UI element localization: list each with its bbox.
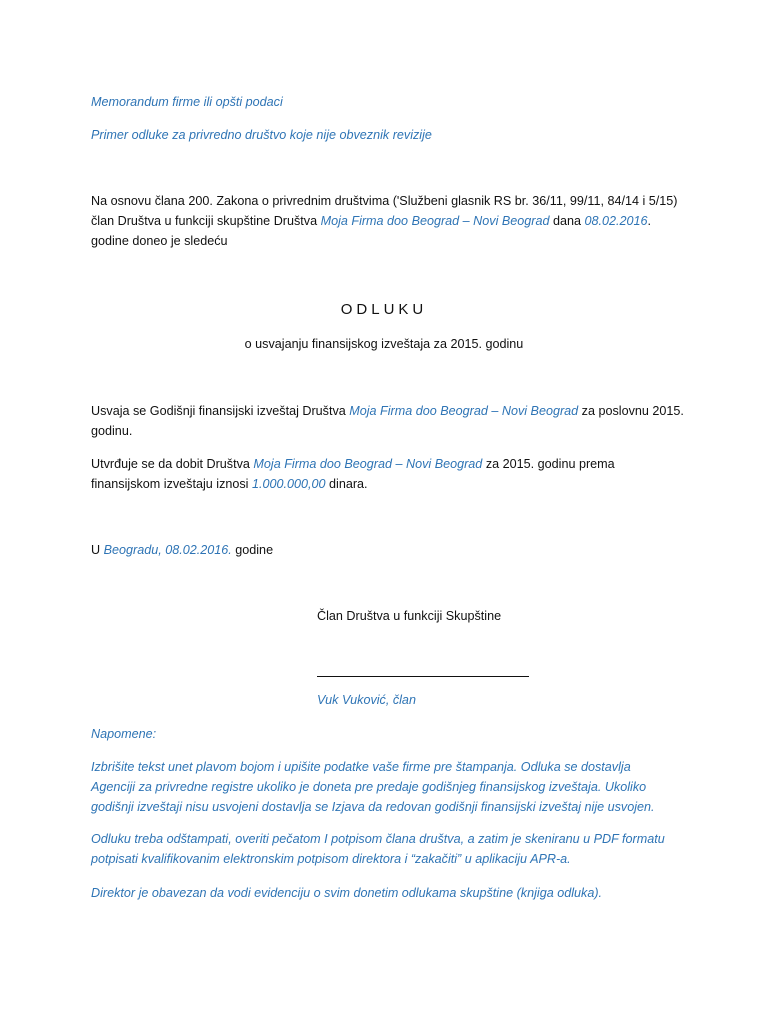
decision-subtitle: o usvajanju finansijskog izveštaja za 2015. godinu	[244, 337, 524, 351]
p2-text-3: dinara.	[325, 477, 368, 491]
paragraph-profit	[91, 454, 631, 494]
notes-heading: Napomene:	[91, 727, 157, 741]
place-date-line	[91, 540, 691, 560]
place-prefix: U	[91, 543, 104, 557]
p2-amount: 1.000.000,00	[251, 477, 326, 491]
intro-text-1: Na osnovu člana 200. Zakona o privrednim društvima ('Službeni glasnik RS br. 36/11, 99/11, 84/14 i 5/15) član Društva u funkciji skupštine Društva	[91, 194, 678, 228]
p1-text-1: Usvaja se Godišnji finansijski izveštaj Društva	[91, 404, 350, 418]
paragraph-adoption	[91, 401, 691, 441]
note-3: Direktor je obavezan da vodi evidenciju o svim donetim odlukama skupštine (knjiga odluka).	[91, 886, 603, 900]
place-suffix: godine	[231, 543, 274, 557]
intro-date: 08.02.2016	[584, 214, 648, 228]
p2-company: Moja Firma doo Beograd – Novi Beograd	[253, 457, 483, 471]
p1-company: Moja Firma doo Beograd – Novi Beograd	[349, 404, 579, 418]
decision-title: ODLUKU	[340, 301, 428, 318]
intro-company: Moja Firma doo Beograd – Novi Beograd	[320, 214, 550, 228]
p2-text-1: Utvrđuje se da dobit Društva	[91, 457, 254, 471]
p2-text-2: za 2015. godinu prema finansijskom izveštaju iznosi	[91, 457, 615, 491]
intro-paragraph	[91, 191, 681, 251]
signature-line	[317, 676, 529, 677]
signatory-name: Vuk Vuković, član	[317, 693, 416, 707]
place-date-value: Beogradu, 08.02.2016.	[103, 543, 232, 557]
signatory-role: Član Društva u funkciji Skupštine	[317, 609, 502, 623]
intro-text-3: . godine doneo je sledeću	[91, 214, 652, 248]
example-note: Primer odluke za privredno društvo koje nije obveznik revizije	[91, 128, 432, 142]
memorandum-line: Memorandum firme ili opšti podaci	[91, 95, 283, 109]
note-1: Izbrišite tekst unet plavom bojom i upišite podatke vaše firme pre štampanja. Odluka se dostavlja Agenciji za privredne registre ukoliko je doneta pre predaje godišnjeg finansijskog izveštaja. Ukoliko godišnji izveštaji nisu usvojeni dostavlja se Izjava da redovan godišnji finansijski izveštaj nije usvojen.	[91, 760, 655, 814]
p1-text-2: za poslovnu 2015. godinu.	[91, 404, 684, 438]
note-2: Odluku treba odštampati, overiti pečatom I potpisom člana društva, a zatim je skeniranu u PDF formatu potpisati kvalifikovanim elektronskim potpisom direktora i “zakačiti” u aplikaciju APR-a.	[91, 832, 665, 866]
intro-text-2: dana	[549, 214, 585, 228]
